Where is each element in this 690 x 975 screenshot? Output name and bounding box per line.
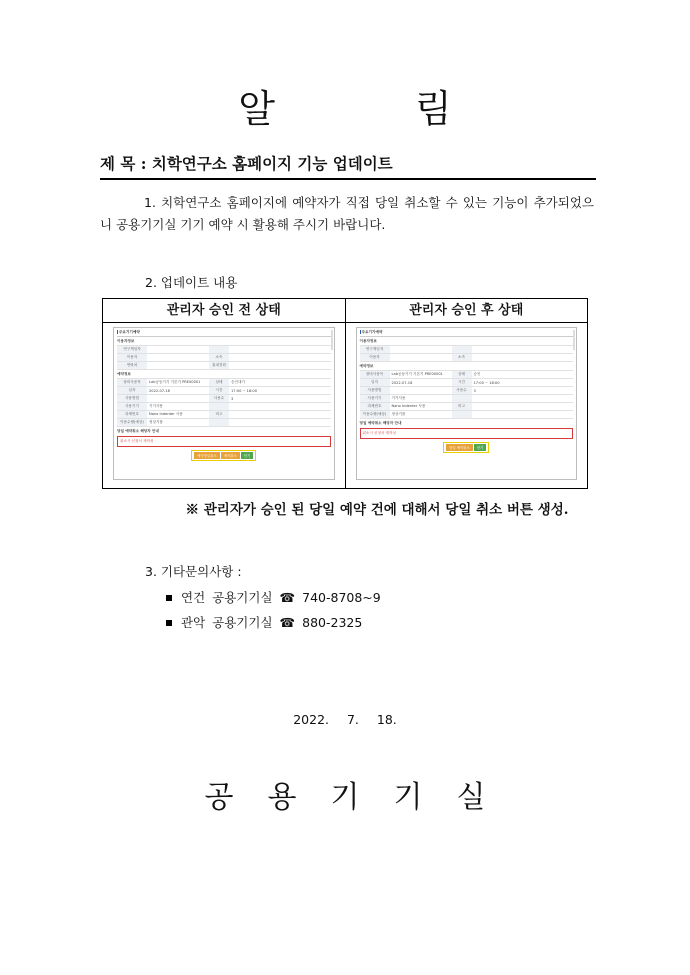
bullet-square-icon (166, 620, 172, 626)
shot-field-value: 17:00 ~ 18:00 (473, 380, 500, 385)
shot-field-label: 사용수 (452, 387, 472, 394)
shot-row (117, 394, 331, 402)
shot-field-value: 승인대기 (231, 380, 245, 384)
shot-row (360, 394, 574, 402)
shot-row (360, 370, 574, 378)
same-day-cancel-button[interactable]: 당일 예약취소 (446, 444, 473, 451)
subject-line: 제 목 : 치학연구소 홈페이지 기능 업데이트 (100, 152, 596, 180)
shot-field-label (209, 346, 229, 353)
shot-field-label: 과제번호 (117, 411, 147, 418)
shot-row (117, 378, 331, 386)
shot-field-value: 3 (231, 396, 234, 401)
shot-row (117, 418, 331, 427)
contact-campus: 연건 (181, 589, 206, 605)
shot-field-value: 기기사용 (391, 396, 406, 400)
shot-row (360, 410, 574, 419)
shot-field-label: 상태 (209, 379, 229, 386)
user-info-rows (117, 345, 331, 370)
shot-field-label: 사용방법 (360, 387, 390, 394)
panel-before-heading: 관리자 승인 전 상태 (103, 299, 345, 323)
shot-title: 주요기기예약 (360, 330, 574, 337)
button-bar (191, 450, 256, 461)
shot-field-label: 소속 (452, 354, 472, 361)
contact-campus: 관악 (181, 614, 206, 630)
section-1 (100, 192, 594, 236)
shot-field-label (452, 411, 472, 418)
shot-field-label: 비고 (209, 411, 229, 418)
panel-after (345, 299, 588, 488)
shot-field-label: 상태 (452, 371, 472, 378)
shot-row (117, 353, 331, 361)
shot-field-label: 비고 (452, 403, 472, 410)
shot-field-label: 연락처 (117, 362, 147, 369)
contact-list (166, 585, 381, 635)
shot-field-label (209, 419, 229, 426)
shot-section-cancel: 당일 예약취소 해당자 안내 (359, 421, 402, 425)
shot-field-label: 일자 (117, 387, 147, 394)
shot-field-label: 휴대전화 (209, 362, 229, 369)
shot-field-label: 시간 (209, 387, 229, 394)
shot-field-label: 일자 (360, 379, 390, 386)
shot-section-cancel: 당일 예약취소 해당자 안내 (117, 429, 159, 433)
shot-field-label: 이용자 (117, 354, 147, 361)
update-note: ※ 관리자가 승인 된 당일 예약 건에 대해서 당일 취소 버튼 생성. (185, 502, 569, 518)
shot-field-label: 사용기기 (360, 395, 390, 402)
shot-row (360, 386, 574, 394)
contact-office: 공용기기실 (212, 589, 273, 605)
close-button[interactable]: 닫기 (474, 444, 487, 451)
shot-field-label: 사용수 (209, 395, 229, 402)
shot-field-label: 시간 (452, 379, 472, 386)
section-1-text: 치학연구소 홈페이지에 예약자가 직접 당일 취소할 수 있는 기능이 추가되었으니 공용기기실 기기 예약 시 활용해 주시기 바랍니다. (100, 195, 594, 232)
shot-field-label (452, 346, 472, 353)
shot-row (360, 353, 574, 362)
shot-field-value: 정상기품 (149, 420, 163, 424)
phone-icon: ☎ (279, 614, 296, 630)
shot-field-value: 정상기품 (391, 412, 406, 416)
document-title: 알 림 (238, 87, 516, 131)
issuing-organization: 공용기기실 (204, 780, 520, 815)
shot-field-label: 사용방법 (117, 395, 147, 402)
shot-row (360, 402, 574, 410)
document-date: 2022. 7. 18. (293, 712, 397, 727)
shot-row (117, 386, 331, 394)
close-button[interactable]: 닫기 (241, 452, 254, 459)
reservation-rows (360, 370, 574, 419)
shot-field-value: 17:00 ~ 18:00 (231, 388, 258, 393)
shot-field-label: 이용자 (360, 354, 390, 361)
shot-field-label: 소속 (209, 354, 229, 361)
panel-after-heading: 관리자 승인 후 상태 (346, 299, 588, 323)
same-day-cancel-button[interactable]: 예약당일취소 (194, 452, 220, 459)
shot-row (117, 345, 331, 353)
contact-office: 공용기기실 (212, 614, 273, 630)
shot-section-user: 이용자정보 (359, 339, 377, 343)
bullet-square-icon (166, 595, 172, 601)
section-3-heading: 3. 기타문의사항 : (145, 564, 242, 579)
screenshot-after (356, 327, 578, 480)
user-info-rows (360, 345, 574, 362)
button-bar (443, 442, 489, 453)
shot-field-label: 이용수량(예상) (117, 419, 147, 426)
screenshot-before (113, 327, 335, 480)
shot-field-label: 이용수량(예상) (360, 411, 390, 418)
contact-phone: 880-2325 (302, 614, 363, 630)
shot-field-value: 3 (473, 388, 476, 393)
shot-field-label: 사용기기 (117, 403, 147, 410)
phone-icon: ☎ (279, 589, 296, 605)
panel-before (103, 299, 345, 488)
shot-field-value: 2022-07-18 (391, 380, 413, 385)
shot-title: 주요기기예약 (117, 330, 331, 337)
shot-row (117, 361, 331, 370)
comparison-table (102, 298, 588, 489)
shot-field-label (452, 395, 472, 402)
scrollbar (331, 330, 333, 350)
shot-section-reservation: 예약정보 (359, 364, 374, 368)
section-2-heading: 2. 업데이트 내용 (145, 275, 238, 290)
section-1-number: 1. (144, 195, 156, 210)
shot-row (117, 402, 331, 410)
shot-row (360, 345, 574, 353)
shot-field-value: Lab공동기기 기본기 PRE00001 (149, 380, 201, 384)
reservation-rows (117, 378, 331, 427)
contact-item (166, 585, 381, 610)
contact-phone: 740-8708~9 (302, 589, 381, 605)
shot-row (117, 410, 331, 418)
shot-field-value: Nano Indenter 사용 (391, 404, 426, 408)
shot-field-label: 연구책임자 (117, 346, 147, 353)
shot-field-value: Lab공동기기 기본기 PRE00001 (391, 372, 443, 376)
shot-section-user: 이용자정보 (117, 339, 135, 343)
shot-field-value: 기기사용 (149, 404, 163, 408)
scrollbar (573, 330, 575, 350)
shot-field-label: 장비사용목 (360, 371, 390, 378)
shot-field-label: 연구책임자 (360, 346, 390, 353)
shot-section-reservation: 예약정보 (117, 372, 131, 376)
shot-field-label: 장비사용목 (117, 379, 147, 386)
shot-field-label: 과제번호 (360, 403, 390, 410)
shot-field-value: 2022-07-18 (149, 388, 170, 393)
cancel-reservation-button[interactable]: 예약취소 (221, 452, 240, 459)
shot-field-label (209, 403, 229, 410)
cancel-notice-box: 취소시 신청서 재작성 (360, 428, 574, 439)
shot-field-value: Nano Indenter 사용 (149, 412, 183, 416)
shot-row (360, 378, 574, 386)
shot-field-value: 승인 (473, 372, 481, 376)
cancel-notice-box: 취소시 신청서 재작성 (117, 436, 331, 447)
contact-item (166, 610, 381, 635)
